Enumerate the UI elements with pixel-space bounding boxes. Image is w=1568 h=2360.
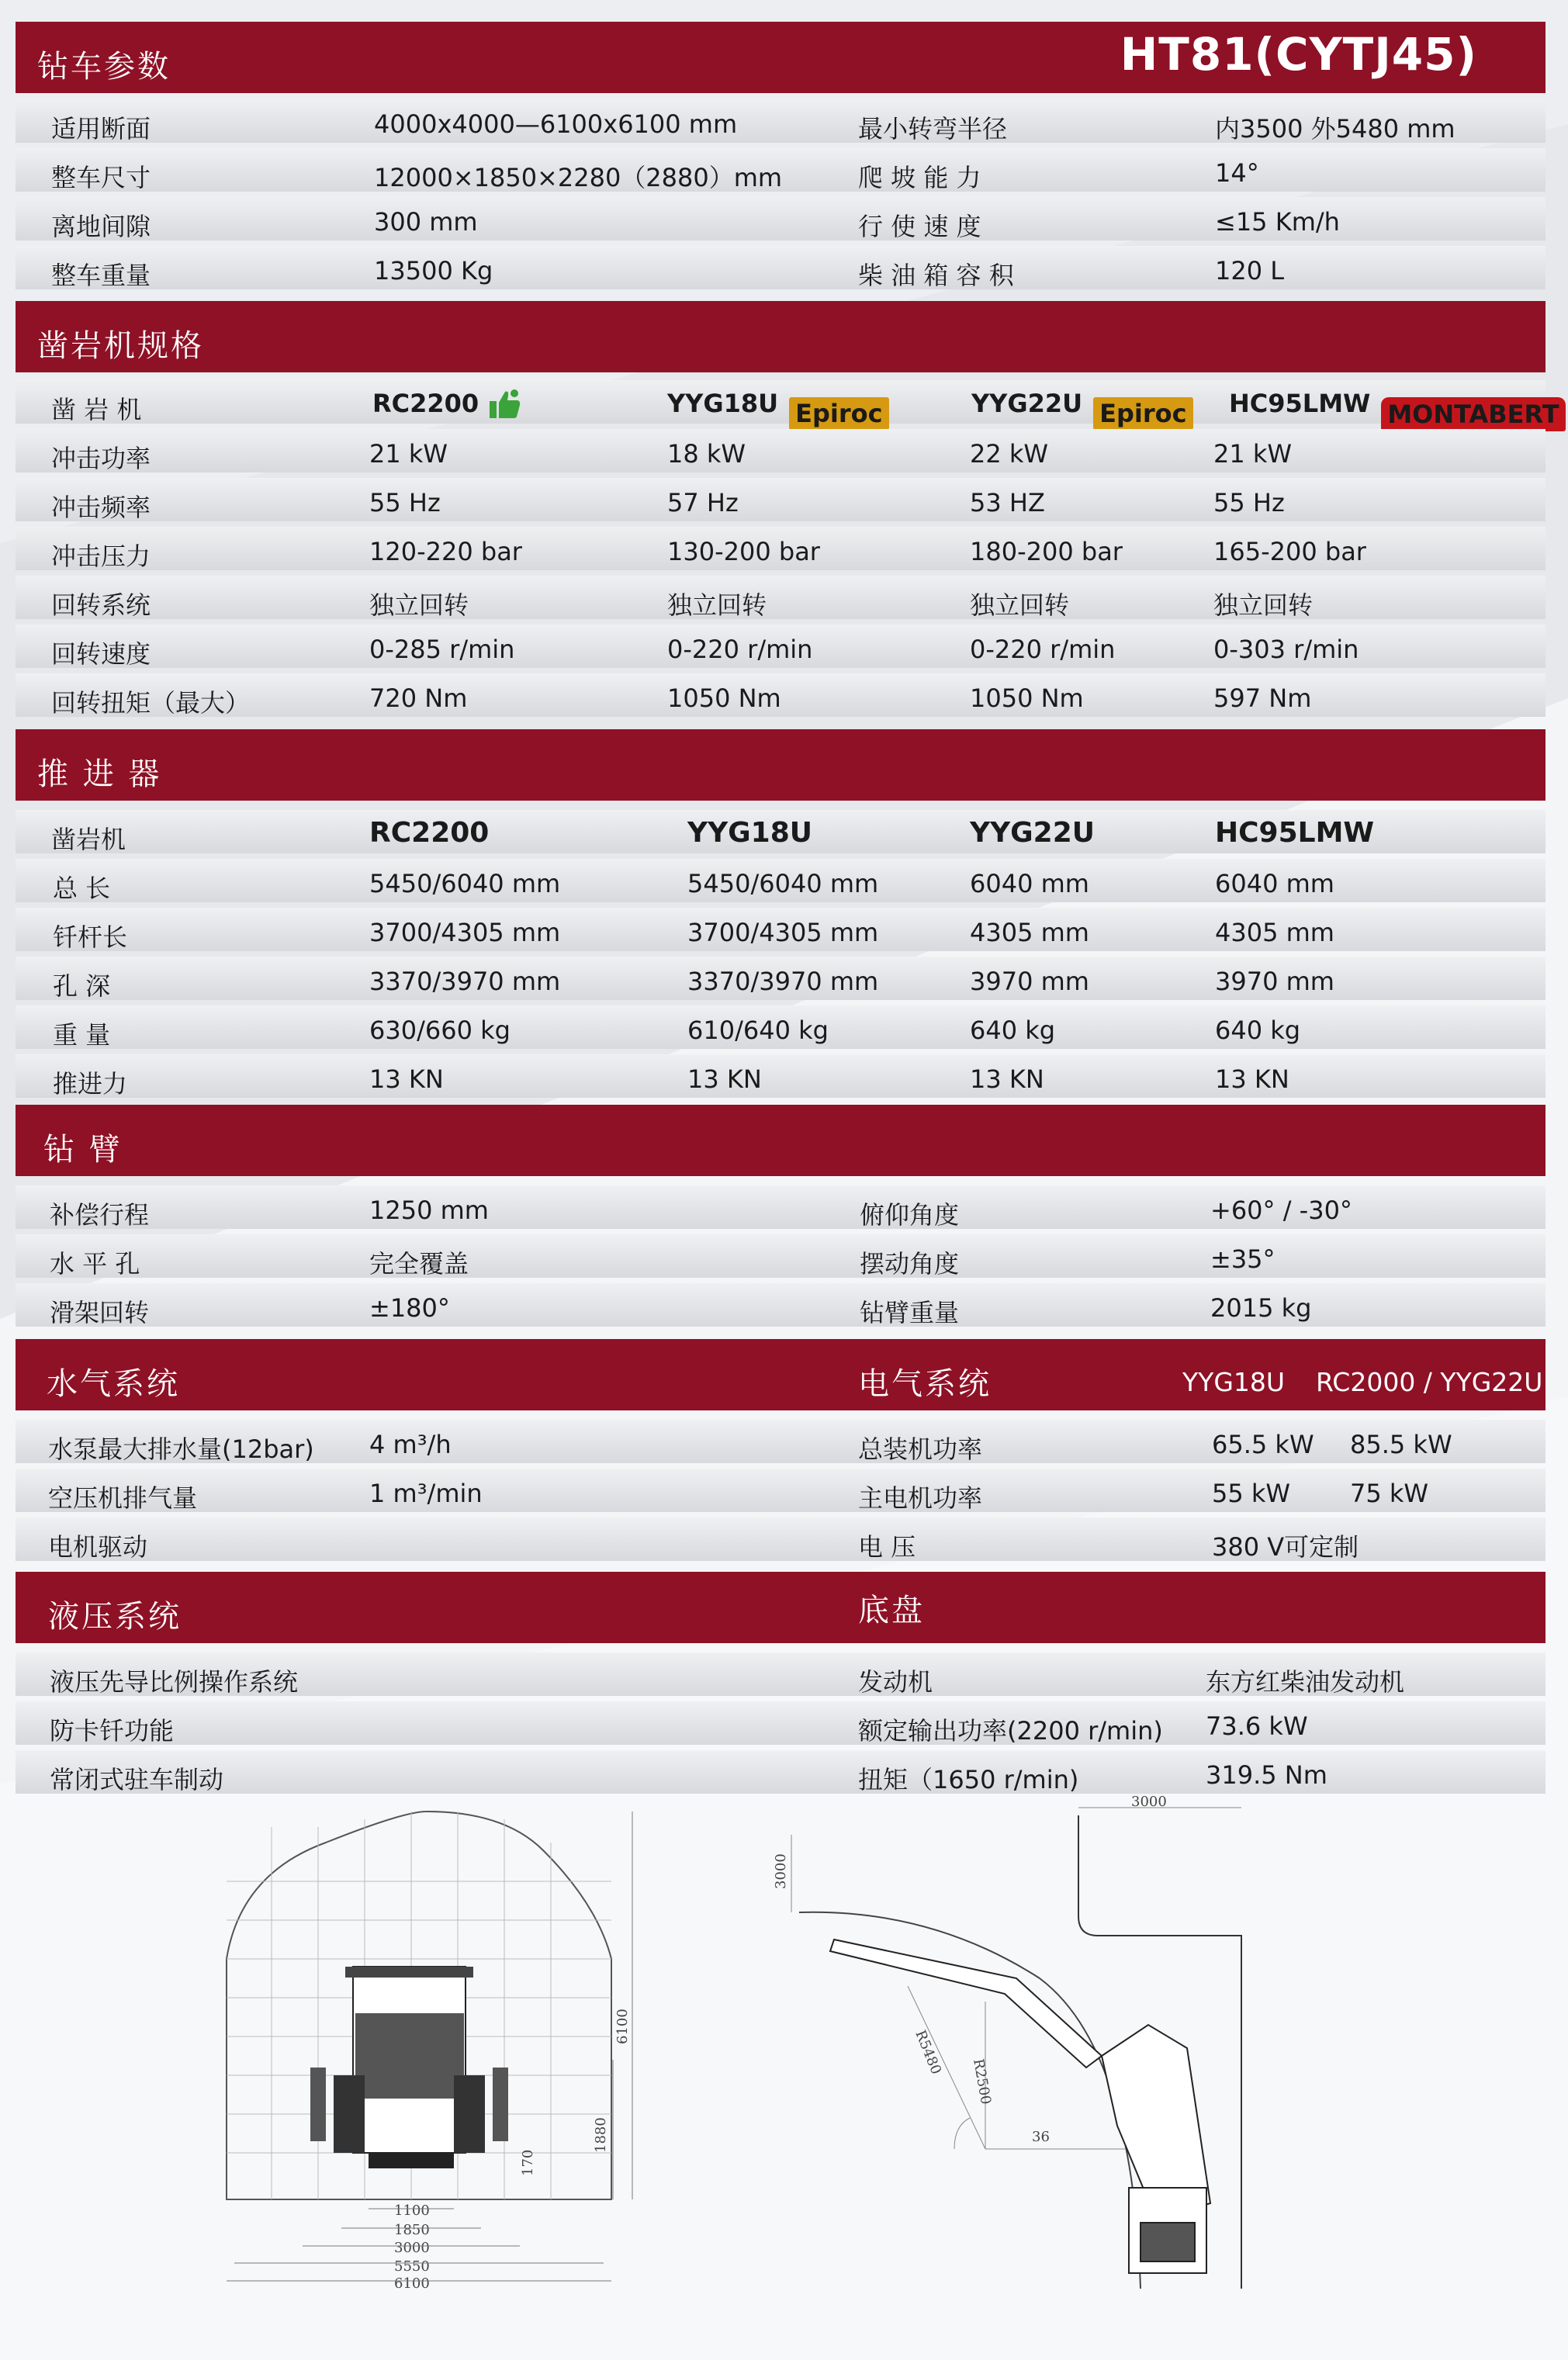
head-yyg22u: YYG22U <box>970 817 1096 849</box>
table-cell: 630/660 kg <box>369 1016 511 1045</box>
table-cell: 水 平 孔 <box>50 1249 140 1279</box>
table-row <box>16 1517 1546 1561</box>
table-row <box>16 99 1546 143</box>
table-cell: 610/640 kg <box>687 1016 829 1045</box>
table-cell: 1050 Nm <box>667 683 781 713</box>
table-cell: 13 KN <box>369 1064 444 1094</box>
table-cell: 2015 kg <box>1210 1293 1312 1323</box>
table-cell: 0-303 r/min <box>1213 635 1359 664</box>
table-cell: 主电机功率 <box>858 1483 983 1513</box>
table-cell: 14° <box>1215 158 1259 188</box>
table-row <box>16 429 1546 472</box>
section-header-boom <box>16 1105 1546 1176</box>
table-cell: 电 压 <box>858 1532 916 1562</box>
dim-r5480: R5480 <box>912 2028 945 2077</box>
table-cell: 0-220 r/min <box>970 635 1116 664</box>
table-cell: 水泵最大排水量(12bar) <box>48 1434 314 1464</box>
table-cell: 6040 mm <box>1215 869 1334 898</box>
table-cell: ±35° <box>1210 1244 1276 1274</box>
table-cell: 65.5 kW <box>1212 1430 1314 1459</box>
table-cell: 13 KN <box>970 1064 1044 1094</box>
table-cell: 73.6 kW <box>1206 1711 1308 1741</box>
table-head-row <box>16 380 1559 429</box>
head-rc2200 <box>372 387 522 420</box>
head-hc95lmw: HC95LMW <box>1215 817 1375 849</box>
dim-3000-side: 3000 <box>773 1853 789 1889</box>
dim-r2500: R2500 <box>970 2057 995 2106</box>
table-cell: 总装机功率 <box>858 1434 983 1464</box>
table-cell: 钎杆长 <box>53 922 128 952</box>
table-cell: 3970 mm <box>1215 967 1334 996</box>
table-cell: 3370/3970 mm <box>687 967 879 996</box>
table-cell: 摆动角度 <box>860 1249 960 1279</box>
head-hc95lmw <box>1229 387 1559 429</box>
section-header-feeder <box>16 729 1546 801</box>
section-header-water-electric <box>16 1339 1546 1410</box>
dim-6100: 6100 <box>394 2275 430 2292</box>
table-cell: 适用断面 <box>51 114 151 144</box>
table-row <box>16 1185 1546 1229</box>
table-cell: 电机驱动 <box>48 1532 148 1562</box>
table-cell: 回转速度 <box>51 639 151 669</box>
table-cell: 爬 坡 能 力 <box>858 163 981 192</box>
table-cell: 22 kW <box>970 439 1049 469</box>
table-cell: 额定输出功率(2200 r/min) <box>858 1716 1163 1746</box>
table-cell: 3700/4305 mm <box>369 918 561 947</box>
table-cell: ≤15 Km/h <box>1215 207 1340 237</box>
table-cell: 1 m³/min <box>369 1479 483 1508</box>
table-cell: 冲击频率 <box>51 493 151 522</box>
table-cell: 最小转弯半径 <box>858 114 1008 144</box>
table-row <box>16 527 1546 570</box>
table-cell: 0-220 r/min <box>667 635 813 664</box>
table-cell: 640 kg <box>970 1016 1056 1045</box>
table-cell: 180-200 bar <box>970 537 1123 566</box>
table-cell: 常闭式驻车制动 <box>50 1765 224 1794</box>
table-row <box>16 1005 1546 1049</box>
table-cell: 597 Nm <box>1213 683 1312 713</box>
table-cell: 13500 Kg <box>374 256 493 285</box>
table-cell: 120-220 bar <box>369 537 522 566</box>
table-cell: 滑架回转 <box>50 1298 150 1327</box>
sub-rc2000-yyg22u: RC2000 / YYG22U <box>1316 1367 1543 1397</box>
table-row <box>16 673 1546 717</box>
table-cell: 整车重量 <box>51 261 151 290</box>
table-cell: 离地间隙 <box>51 212 151 241</box>
sub-yyg18u: YYG18U <box>1182 1367 1286 1397</box>
table-cell: 1250 mm <box>369 1196 489 1225</box>
section-title: 钻 臂 <box>43 1132 123 1168</box>
dim-170: 170 <box>520 2149 536 2176</box>
head-rc2200: RC2200 <box>369 817 490 849</box>
table-cell: 4305 mm <box>1215 918 1334 947</box>
table-cell: 防卡钎功能 <box>50 1716 175 1746</box>
table-cell: 165-200 bar <box>1213 537 1366 566</box>
table-cell: 重 量 <box>53 1020 111 1050</box>
table-cell: 21 kW <box>1213 439 1293 469</box>
table-cell: 3970 mm <box>970 967 1089 996</box>
dim-6100-height: 6100 <box>614 2009 631 2044</box>
table-row <box>16 576 1546 619</box>
table-cell: 319.5 Nm <box>1206 1760 1327 1790</box>
table-cell: 扭矩（1650 r/min) <box>858 1765 1079 1794</box>
table-row <box>16 148 1546 192</box>
dim-3000-top: 3000 <box>1131 1794 1167 1810</box>
table-cell: 推进力 <box>53 1069 128 1099</box>
table-cell: 85.5 kW <box>1350 1430 1452 1459</box>
thumbs-up-icon <box>488 389 522 420</box>
table-row <box>16 625 1546 668</box>
table-cell: 补偿行程 <box>50 1200 150 1230</box>
table-row <box>16 197 1546 240</box>
table-cell: 1050 Nm <box>970 683 1084 713</box>
section-header-rock-drill-spec <box>16 301 1546 372</box>
front-view-drawing <box>209 1812 652 2292</box>
table-cell: 独立回转 <box>369 590 469 620</box>
table-cell: 75 kW <box>1350 1479 1429 1508</box>
table-head-row <box>16 810 1546 853</box>
table-cell: 完全覆盖 <box>369 1249 469 1279</box>
table-cell: 内3500 外5480 mm <box>1215 114 1456 144</box>
table-cell: 55 Hz <box>369 488 441 517</box>
table-row <box>16 1283 1546 1327</box>
head-yyg18u: YYG18U <box>687 817 813 849</box>
table-cell: ±180° <box>369 1293 450 1323</box>
table-row <box>16 1420 1546 1463</box>
table-row <box>16 1234 1546 1278</box>
table-cell: 130-200 bar <box>667 537 820 566</box>
table-cell: 21 kW <box>369 439 448 469</box>
table-cell: 12000×1850×2280（2880）mm <box>374 163 783 192</box>
section-title-electric: 电气系统 <box>858 1366 992 1402</box>
drill-rig-top-silhouette <box>830 1940 1210 2273</box>
table-cell: 13 KN <box>1215 1064 1289 1094</box>
head-label: 凿岩机 <box>51 825 126 854</box>
epiroc-logo: Epiroc <box>1093 397 1192 430</box>
table-cell: 俯仰角度 <box>860 1200 960 1230</box>
montabert-logo: MONTABERT <box>1381 397 1565 431</box>
table-cell: 5450/6040 mm <box>687 869 879 898</box>
table-cell: 空压机排气量 <box>48 1483 198 1513</box>
table-cell: 独立回转 <box>1213 590 1314 620</box>
table-cell: 总 长 <box>53 874 111 903</box>
section-title-water: 水气系统 <box>47 1366 180 1402</box>
table-cell: 4000x4000—6100x6100 mm <box>374 109 738 139</box>
head-yyg18u-label: YYG18U <box>667 389 779 418</box>
table-cell: 东方红柴油发动机 <box>1206 1667 1405 1697</box>
dim-1880: 1880 <box>593 2117 609 2153</box>
section-title: 推 进 器 <box>37 756 162 792</box>
table-cell: 回转系统 <box>51 590 151 620</box>
table-cell: +60° / -30° <box>1210 1196 1352 1225</box>
table-cell: 720 Nm <box>369 683 468 713</box>
dim-1100: 1100 <box>394 2203 430 2219</box>
table-row <box>16 1701 1546 1745</box>
table-cell: 55 Hz <box>1213 488 1285 517</box>
table-cell: 4 m³/h <box>369 1430 452 1459</box>
section-header-rig-params <box>16 22 1546 93</box>
head-hc95lmw-label: HC95LMW <box>1229 389 1371 418</box>
table-row <box>16 1750 1546 1794</box>
table-cell: 孔 深 <box>53 971 111 1001</box>
table-cell: 回转扭矩（最大） <box>51 688 251 718</box>
model-name: HT81(CYTJ45) <box>1120 28 1477 81</box>
section-title: 凿岩机规格 <box>37 328 204 364</box>
table-cell: 6040 mm <box>970 869 1089 898</box>
table-row <box>16 1054 1546 1098</box>
section-title-chassis: 底盘 <box>858 1593 925 1628</box>
table-cell: 380 V可定制 <box>1212 1532 1359 1562</box>
table-cell: 冲击压力 <box>51 542 151 571</box>
table-cell: 57 Hz <box>667 488 739 517</box>
table-row <box>16 957 1546 1000</box>
dim-1850: 1850 <box>394 2222 430 2238</box>
table-cell: 4305 mm <box>970 918 1089 947</box>
head-label: 凿 岩 机 <box>51 395 142 424</box>
table-cell: 3700/4305 mm <box>687 918 879 947</box>
table-cell: 300 mm <box>374 207 478 237</box>
table-cell: 13 KN <box>687 1064 762 1094</box>
top-view-drawing <box>773 1794 1249 2289</box>
table-cell: 18 kW <box>667 439 746 469</box>
table-cell: 钻臂重量 <box>860 1298 960 1327</box>
table-row <box>16 1469 1546 1512</box>
table-cell: 发动机 <box>858 1667 933 1697</box>
table-cell: 55 kW <box>1212 1479 1291 1508</box>
table-cell: 独立回转 <box>667 590 767 620</box>
table-cell: 柴 油 箱 容 积 <box>858 261 1014 290</box>
head-yyg22u <box>971 387 1187 428</box>
table-row <box>16 1652 1546 1696</box>
table-row <box>16 859 1546 902</box>
table-cell: 3370/3970 mm <box>369 967 561 996</box>
dim-36: 36 <box>1032 2129 1050 2145</box>
table-cell: 整车尺寸 <box>51 163 151 192</box>
drill-rig-front-silhouette <box>310 1967 508 2168</box>
head-yyg22u-label: YYG22U <box>971 389 1083 418</box>
table-cell: 冲击功率 <box>51 444 151 473</box>
section-header-hydraulic-chassis <box>16 1572 1546 1643</box>
table-cell: 120 L <box>1215 256 1285 285</box>
dim-5550: 5550 <box>394 2258 430 2275</box>
head-rc2200-label: RC2200 <box>372 389 479 418</box>
table-cell: 53 HZ <box>970 488 1045 517</box>
table-cell: 行 使 速 度 <box>858 212 981 241</box>
table-cell: 5450/6040 mm <box>369 869 561 898</box>
epiroc-logo: Epiroc <box>789 397 888 430</box>
dim-3000: 3000 <box>394 2240 430 2256</box>
section-title-hydraulic: 液压系统 <box>48 1599 182 1635</box>
table-row <box>16 908 1546 951</box>
table-cell: 0-285 r/min <box>369 635 515 664</box>
table-cell: 独立回转 <box>970 590 1070 620</box>
table-cell: 640 kg <box>1215 1016 1301 1045</box>
section-title: 钻车参数 <box>37 49 171 85</box>
table-cell: 液压先导比例操作系统 <box>50 1667 299 1697</box>
table-row <box>16 246 1546 289</box>
head-yyg18u <box>667 387 883 428</box>
table-row <box>16 478 1546 521</box>
